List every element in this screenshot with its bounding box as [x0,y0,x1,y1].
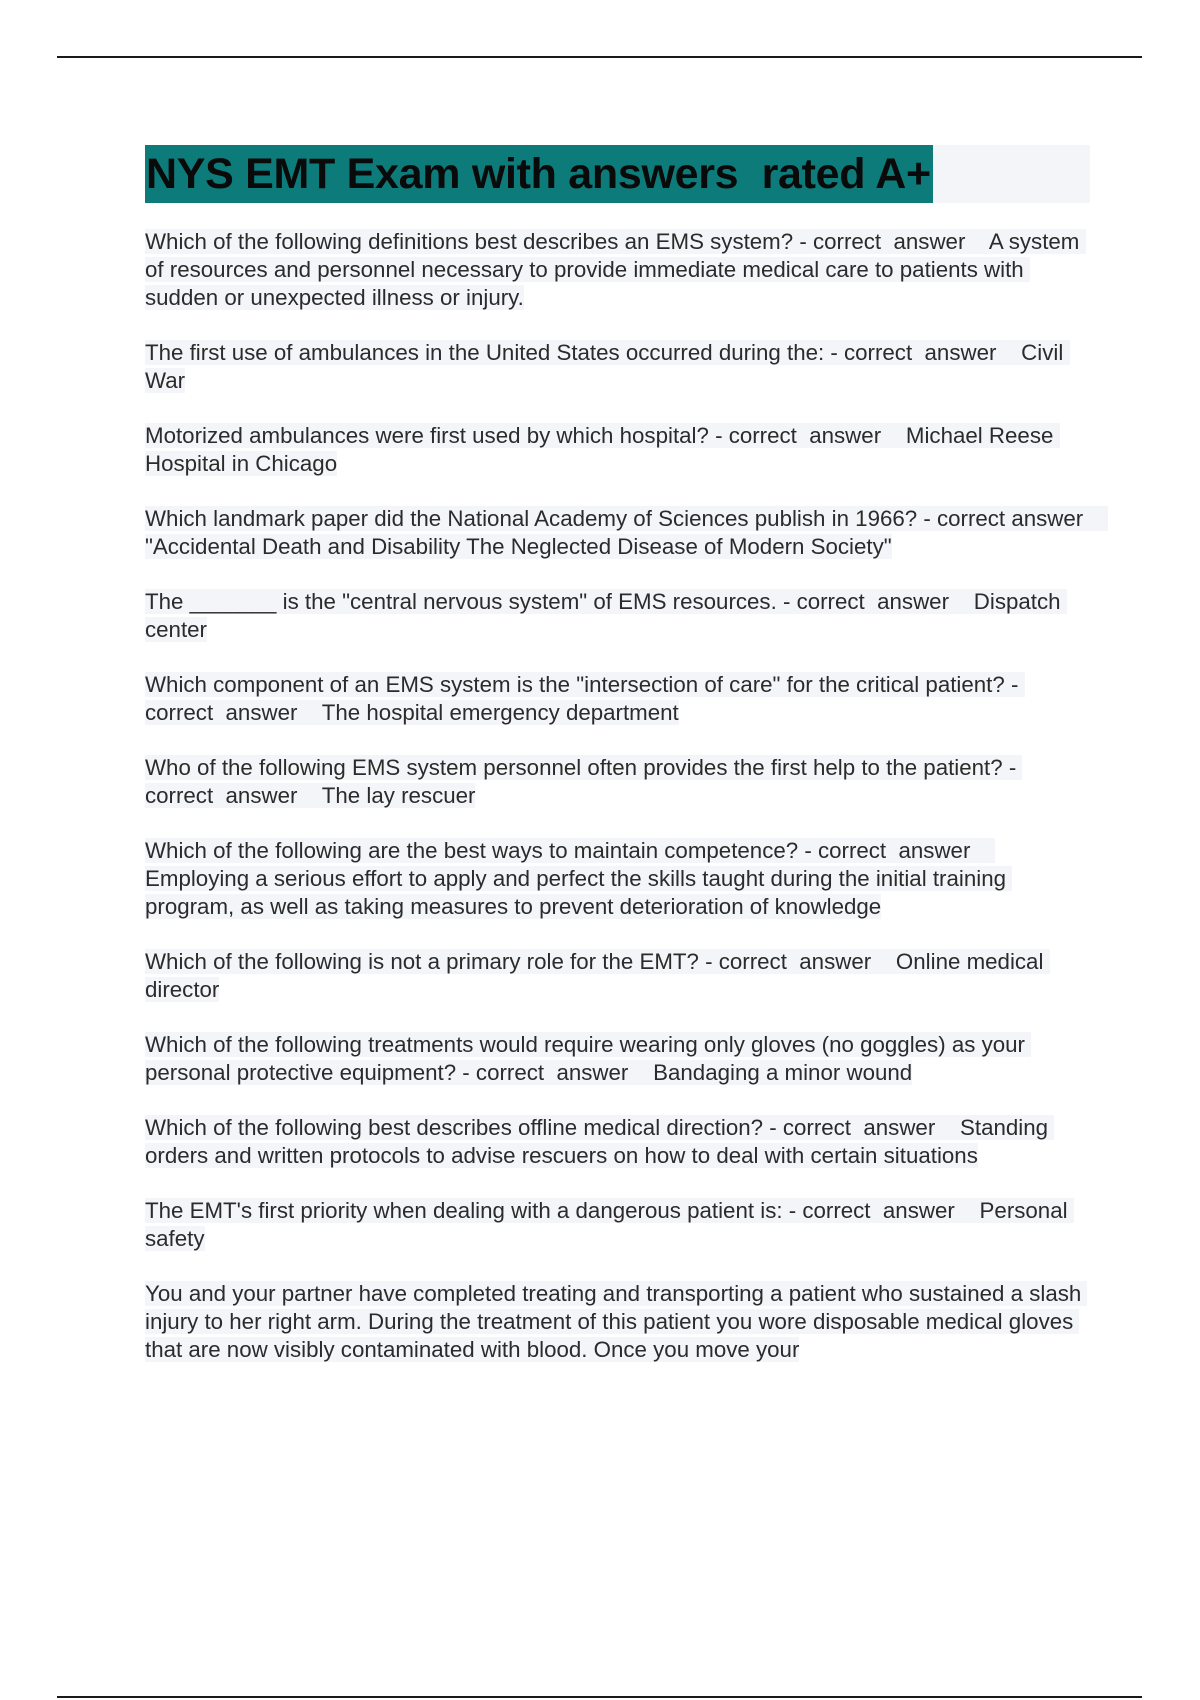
qa-text: The _______ is the "central nervous system" of EMS resources. - correct answer Dispatch center [145,589,1067,642]
qa-text: Which component of an EMS system is the "intersection of care" for the critical patient? - correct answer The hospital emergency department [145,672,1025,725]
qa-item [145,1197,1090,1253]
qa-text: Which of the following definitions best describes an EMS system? - correct answer A system of resources and personnel necessary to provide immediate medical care to patients with sudden or unexpected illness or injury. [145,229,1086,310]
document-body [145,145,1108,1391]
qa-text: Motorized ambulances were first used by which hospital? - correct answer Michael Reese Hospital in Chicago [145,423,1060,476]
qa-text: Which of the following are the best ways to maintain competence? - correct answer Employing a serious effort to apply and perfect the skills taught during the initial training program, as well as taking measures to prevent deterioration of knowledge [145,838,1013,919]
qa-text: You and your partner have completed treating and transporting a patient who sustained a slash injury to her right arm. During the treatment of this patient you wore disposable medical gloves that are now visibly contaminated with blood. Once you move your [145,1281,1088,1362]
qa-text: The EMT's first priority when dealing with a dangerous patient is: - correct answer Personal safety [145,1198,1074,1251]
qa-item [145,754,1090,810]
qa-item [145,671,1090,727]
qa-item [145,588,1090,644]
qa-item [145,837,1090,921]
qa-item [145,1280,1090,1364]
qa-text: The first use of ambulances in the United States occurred during the: - correct answer Civil War [145,340,1070,393]
qa-item [145,1114,1090,1170]
qa-text: Which of the following treatments would require wearing only gloves (no goggles) as your personal protective equipment? - correct answer Bandaging a minor wound [145,1032,1032,1085]
title-band [145,145,1090,203]
qa-item [145,1031,1090,1087]
qa-item [145,505,1108,561]
qa-text: Which of the following is not a primary role for the EMT? - correct answer Online medical director [145,949,1050,1002]
qa-item [145,422,1090,478]
qa-item [145,948,1090,1004]
top-rule [57,56,1142,58]
qa-text: Which of the following best describes offline medical direction? - correct answer Standing orders and written protocols to advise rescuers on how to deal with certain situations [145,1115,1055,1168]
qa-text: Which landmark paper did the National Academy of Sciences publish in 1966? - correct answer "Accidental Death and Disability The Neglected Disease of Modern Society" [145,506,1108,559]
qa-item [145,339,1090,395]
qa-text: Who of the following EMS system personnel often provides the first help to the patient? - correct answer The lay rescuer [145,755,1023,808]
qa-item [145,228,1090,312]
document-title: NYS EMT Exam with answers rated A+ [145,145,933,203]
bottom-rule [57,1696,1142,1698]
